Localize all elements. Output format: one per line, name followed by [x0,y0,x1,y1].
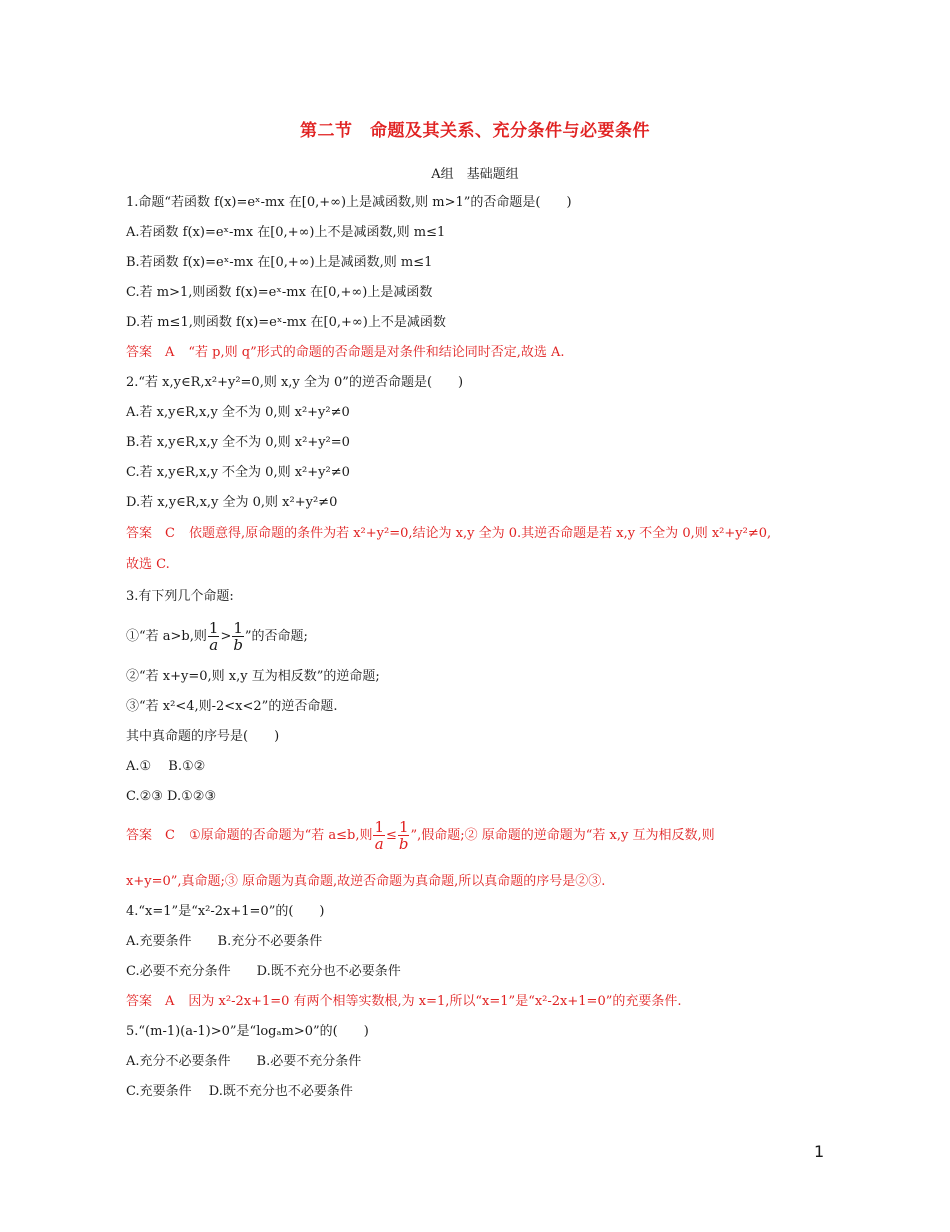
q2-answer-label: 答案 C [126,526,175,541]
q3-answer-continuation: x+y=0”,真命题;③ 原命题为真命题,故逆否命题为真命题,所以真命题的序号是②③. [126,874,606,889]
q2-option-d: D.若 x,y∈R,x,y 全为 0,则 x²+y²≠0 [126,495,338,510]
fraction-numerator: 1 [233,619,243,637]
q3-item-2: ②“若 x+y=0,则 x,y 互为相反数”的逆命题; [126,669,380,684]
fraction-1-over-a [208,620,220,653]
less-equal-sign: ≤ [386,828,397,843]
q5-stem: 5.“(m-1)(a-1)>0”是“logₐm>0”的( ) [126,1024,369,1039]
q3-answer-suffix: ”,假命题;② 原命题的逆命题为“若 x,y 互为相反数,则 [410,828,715,843]
q4-options-cd: C.必要不充分条件 D.既不充分也不必要条件 [126,964,401,979]
q4-stem: 4.“x=1”是“x²-2x+1=0”的( ) [126,904,325,919]
q4-answer-text: 因为 x²-2x+1=0 有两个相等实数根,为 x=1,所以“x=1”是“x²-2x+1=0”的充要条件. [188,994,682,1009]
q1-option-c: C.若 m>1,则函数 f(x)=eˣ-mx 在[0,+∞)上是减函数 [126,285,433,300]
q3-options-cd: C.②③ D.①②③ [126,789,217,804]
fraction-1-over-a [373,819,385,852]
q1-option-a: A.若函数 f(x)=eˣ-mx 在[0,+∞)上不是减函数,则 m≤1 [126,225,446,240]
section-title: 第二节 命题及其关系、充分条件与必要条件 [300,121,650,141]
fraction-1-over-b [232,620,244,653]
q3-answer [126,818,715,854]
q4-answer-label: 答案 A [126,994,175,1009]
q2-option-c: C.若 x,y∈R,x,y 不全为 0,则 x²+y²≠0 [126,465,350,480]
q2-answer-continuation: 故选 C. [126,557,170,572]
q2-stem: 2.“若 x,y∈R,x²+y²=0,则 x,y 全为 0”的逆否命题是( ) [126,375,464,390]
group-label: A组 基础题组 [431,167,519,182]
q3-answer-prefix: ①原命题的否命题为“若 a≤b,则 [188,828,373,843]
q2-answer [126,525,771,543]
q3-stem: 3.有下列几个命题: [126,589,234,604]
q1-stem: 1.命题“若函数 f(x)=eˣ-mx 在[0,+∞)上是减函数,则 m>1”的否命题是( ) [126,195,572,210]
q3-item-1-prefix: ①“若 a>b,则 [126,629,207,644]
fraction-1-over-b [398,819,410,852]
fraction-numerator: 1 [208,619,219,637]
q1-option-d: D.若 m≤1,则函数 f(x)=eˣ-mx 在[0,+∞)上不是减函数 [126,315,446,330]
q1-answer-label: 答案 A [126,345,175,360]
q2-answer-text: 依题意得,原命题的条件为若 x²+y²=0,结论为 x,y 全为 0.其逆否命题是若 x,y 不全为 0,则 x²+y²≠0, [188,526,772,541]
q3-item-1-suffix: ”的否命题; [244,629,308,644]
q1-option-b: B.若函数 f(x)=eˣ-mx 在[0,+∞)上是减函数,则 m≤1 [126,255,433,270]
q5-options-cd: C.充要条件 D.既不充分也不必要条件 [126,1084,353,1099]
fraction-denominator: a [209,636,219,654]
q3-item-3: ③“若 x²<4,则-2<x<2”的逆否命题. [126,699,338,714]
q5-options-ab: A.充分不必要条件 B.必要不充分条件 [126,1054,362,1069]
fraction-numerator: 1 [374,818,385,836]
q4-answer [126,993,682,1011]
q3-answer-label: 答案 C [126,828,175,843]
q1-answer-text: “若 p,则 q”形式的命题的否命题是对条件和结论同时否定,故选 A. [188,345,565,360]
q3-ask: 其中真命题的序号是( ) [126,729,280,744]
q2-option-a: A.若 x,y∈R,x,y 全不为 0,则 x²+y²≠0 [126,405,350,420]
q3-item-1 [126,620,308,654]
q3-options-ab: A.① B.①② [126,759,206,774]
fraction-denominator: b [233,636,243,654]
fraction-denominator: b [398,835,409,853]
page-number: 1 [814,1142,825,1161]
q2-option-b: B.若 x,y∈R,x,y 全不为 0,则 x²+y²=0 [126,435,350,450]
fraction-denominator: a [374,835,384,853]
greater-than-sign: > [220,629,232,644]
q4-options-ab: A.充要条件 B.充分不必要条件 [126,934,323,949]
fraction-numerator: 1 [398,818,409,836]
q1-answer [126,344,565,362]
